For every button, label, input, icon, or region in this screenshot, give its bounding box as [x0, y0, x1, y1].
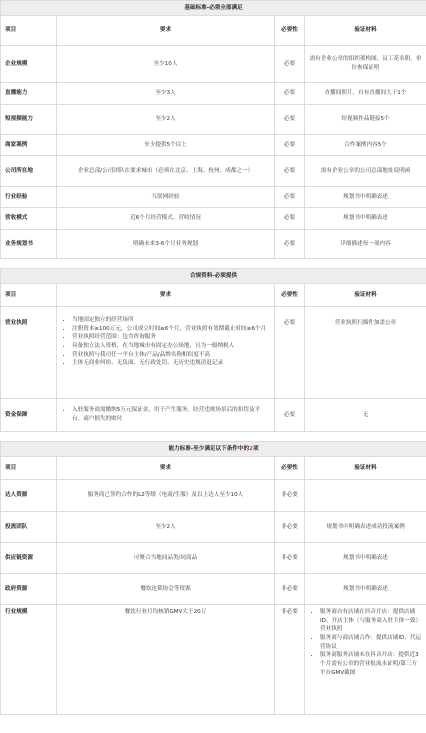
- row-verification: 规划书中明确表述: [305, 187, 426, 208]
- row-requirement: 至少2人: [57, 105, 275, 135]
- row-verification: 需有企业公章的公司总部地址说明函: [305, 156, 426, 187]
- col-header-item: 项目: [1, 284, 57, 307]
- table-row: [1, 512, 426, 543]
- table-row: [1, 399, 426, 432]
- table-row: [1, 105, 426, 135]
- row-necessity: 必要: [275, 156, 305, 187]
- col-header-item: 项目: [1, 16, 57, 46]
- table-row: [1, 156, 426, 187]
- row-requirement: 至少2人: [57, 512, 275, 543]
- row-necessity: 非必要: [275, 480, 305, 512]
- row-verification: 详细描述每一项内容: [305, 230, 426, 259]
- section-title: [1, 442, 426, 457]
- row-item: 行业经验: [1, 187, 57, 208]
- col-header-verification: 验证材料: [305, 457, 426, 480]
- row-requirement: 可聚合当地同品类/同商品: [57, 543, 275, 574]
- section-title: 基础标准-必须全部满足: [1, 1, 426, 16]
- row-item: 达人资源: [1, 480, 57, 512]
- row-item: 直播能力: [1, 83, 57, 105]
- table-row: [1, 543, 426, 574]
- list-item: • 营业执照与我司任一平台主体/产品/品牌名称相似度不高: [72, 351, 270, 360]
- row-necessity: 必要: [275, 307, 305, 399]
- row-item: 短视频能力: [1, 105, 57, 135]
- list-item: • 服务商与商店铺合作：提供店铺ID、代运营协议: [320, 634, 422, 651]
- capability-table: [0, 441, 426, 715]
- row-necessity: 必要: [275, 46, 305, 83]
- col-header-item: 项目: [1, 457, 57, 480]
- list-item: • 服务商服务店铺未在抖音开店：提供近3个月需有公章的营业报流水证明/第三方平台GMV截图: [320, 651, 422, 677]
- col-header-necessity: 必要性: [275, 457, 305, 480]
- row-verification: 规划书中明确表述: [305, 543, 426, 574]
- table-row: [1, 574, 426, 605]
- row-verification: 规划书中明确表述: [305, 208, 426, 230]
- list-item: • 营业执照经营范围：包含咨询服务: [72, 333, 270, 342]
- list-item: • 注册资本≥100万元，公司成立时间≥6个月，营业执照有效期截止时间≥6个月: [72, 325, 270, 334]
- row-requirement: 至少10人: [57, 46, 275, 83]
- row-item: 投流团队: [1, 512, 57, 543]
- row-verification: 直播间照片，自有直播间大于1个: [305, 83, 426, 105]
- table-row: [1, 83, 426, 105]
- row-verification: 短视频作品链接5个: [305, 105, 426, 135]
- row-necessity: 必要: [275, 105, 305, 135]
- row-necessity: 非必要: [275, 574, 305, 605]
- row-necessity: 必要: [275, 230, 305, 259]
- row-necessity: 非必要: [275, 512, 305, 543]
- row-verification: 无: [305, 399, 426, 432]
- row-requirement: 企业总部/公司团队在要求城市（必须在北京、上海、杭州、成都之一）: [57, 156, 275, 187]
- row-requirement: 餐饮行业月均核销GMV大于20万: [57, 605, 275, 715]
- list-item: • 当地固定独立的经营场所: [72, 316, 270, 325]
- row-necessity: 必要: [275, 83, 305, 105]
- col-header-verification: 验证材料: [305, 284, 426, 307]
- row-requirement: 服务商已签约合作的L2等级（电商/生服）及以上达人至少10人: [57, 480, 275, 512]
- row-necessity: 必要: [275, 399, 305, 432]
- row-item: 资金保障: [1, 399, 57, 432]
- table-row: [1, 230, 426, 259]
- row-necessity: 必要: [275, 208, 305, 230]
- col-header-necessity: 必要性: [275, 16, 305, 46]
- row-requirement: 互联网经验: [57, 187, 275, 208]
- table-row: [1, 187, 426, 208]
- row-verification: [305, 480, 426, 512]
- col-header-necessity: 必要性: [275, 284, 305, 307]
- col-header-requirement: 要求: [57, 457, 275, 480]
- row-requirement: 至少提供5个以上: [57, 135, 275, 156]
- row-item: 营收模式: [1, 208, 57, 230]
- row-item: 商家案例: [1, 135, 57, 156]
- row-requirement: 餐饮连锁协会等资源: [57, 574, 275, 605]
- table-row: [1, 46, 426, 83]
- row-item: 政府资源: [1, 574, 57, 605]
- row-verification: 营业执照扫描件加盖公章: [305, 307, 426, 399]
- table-row: [1, 480, 426, 512]
- row-item: 企业规模: [1, 46, 57, 83]
- section-title-suffix: 项: [252, 445, 259, 452]
- col-header-verification: 验证材料: [305, 16, 426, 46]
- row-item: 业务规划书: [1, 230, 57, 259]
- row-verification: 需有企业公章的组织架构图、员工花名册、单位参保证明: [305, 46, 426, 83]
- row-requirement-list: [57, 307, 275, 399]
- row-item: 供应链资源: [1, 543, 57, 574]
- table-row: [1, 307, 426, 399]
- row-verification: 合作案例内容5个: [305, 135, 426, 156]
- row-necessity: 必要: [275, 135, 305, 156]
- row-verification: 规划书中明确表述: [305, 574, 426, 605]
- row-requirement: 近6个月经营模式、营收情况: [57, 208, 275, 230]
- row-verification: 规划书中明确表述成功投流案例: [305, 512, 426, 543]
- row-requirement: 至少3人: [57, 83, 275, 105]
- table-row: [1, 605, 426, 715]
- row-requirement: 明确未来3-6个月业务规划: [57, 230, 275, 259]
- basic-standards-table: [0, 0, 426, 259]
- list-item: • 服务商自有店铺在抖音开店：提供店铺ID、开店主体（与服务商入驻主体一致）营业执照: [320, 608, 422, 634]
- col-header-requirement: 要求: [57, 16, 275, 46]
- row-necessity: 必要: [275, 187, 305, 208]
- section-title-text: 能力标准-至少满足以下条件中的: [168, 445, 250, 452]
- list-item: • 具备独立法人资格，在当地城市有固定办公场地，且为一般纳税人: [72, 342, 270, 351]
- list-item: • 主体无商业纠纷、无负面、无行政处罚、无历史违规清退记录: [72, 359, 270, 368]
- table-row: [1, 208, 426, 230]
- row-requirement-list: [57, 399, 275, 432]
- row-item: 公司所在地: [1, 156, 57, 187]
- table-row: [1, 135, 426, 156]
- row-item: 营业执照: [1, 307, 57, 399]
- section-title-highlight: 2: [249, 445, 253, 452]
- row-necessity: 非必要: [275, 543, 305, 574]
- row-item: 行业规模: [1, 605, 57, 715]
- row-necessity: 非必要: [275, 605, 305, 715]
- compliance-table: [0, 268, 426, 432]
- row-verification-list: [305, 605, 426, 715]
- col-header-requirement: 要求: [57, 284, 275, 307]
- list-item: • 入驻服务商需缴纳5万元保证金，用于产生服务、经营违规场景后的扣罚及平台、商户损失的赔付: [72, 406, 270, 423]
- section-title: 合规资料-必须提供: [1, 269, 426, 284]
